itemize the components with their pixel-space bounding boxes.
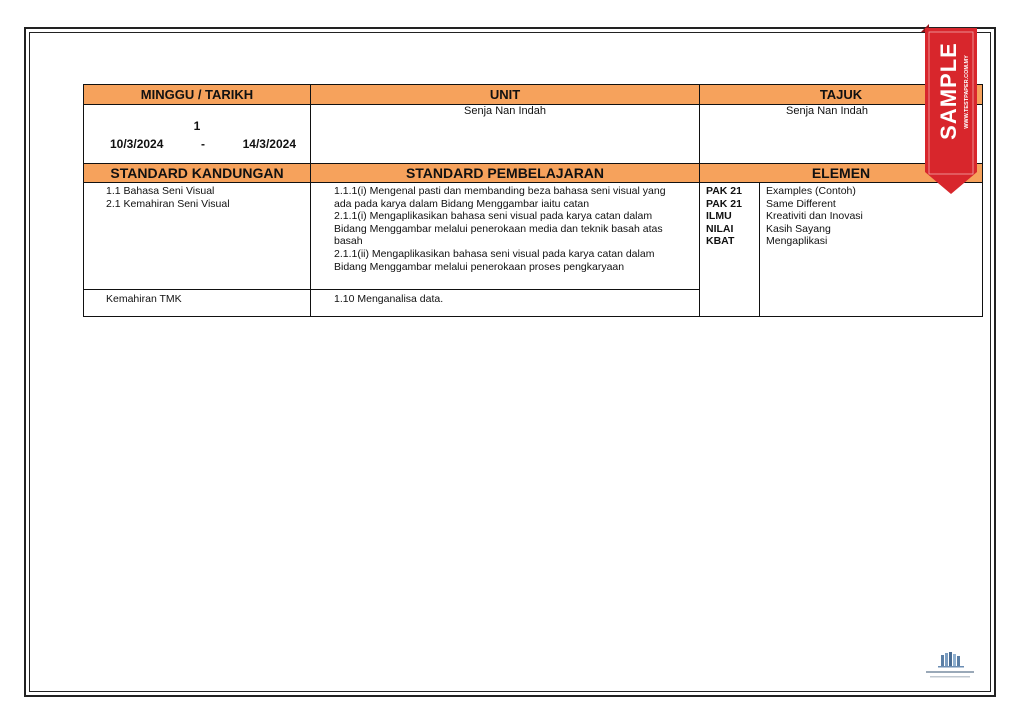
end-date: 14/3/2024	[242, 137, 296, 151]
week-number: 1	[193, 119, 201, 133]
sk-item: 1.1 Bahasa Seni Visual	[106, 185, 215, 197]
elemen-desc-cell	[760, 183, 983, 317]
elemen-code: NILAI	[706, 222, 734, 235]
elemen-code: KBAT	[706, 235, 735, 248]
header-unit: UNIT	[311, 85, 700, 105]
elemen-codes-cell	[700, 183, 760, 317]
elemen-desc: Examples (Contoh)	[766, 185, 856, 197]
standards-row	[84, 183, 983, 290]
elemen-desc: Kreativiti dan Inovasi	[766, 210, 863, 223]
header-standard-pembelajaran: STANDARD PEMBELAJARAN	[311, 164, 700, 183]
standard-kandungan-cell	[84, 183, 311, 290]
tmk-kandungan-cell	[84, 290, 311, 317]
tmk-kandungan: Kemahiran TMK	[106, 293, 182, 305]
unit-value: Senja Nan Indah	[311, 105, 700, 164]
publisher-logo-icon	[920, 650, 980, 682]
sp-item: 2.1.1(i) Mengaplikasikan bahasa seni visual pada karya catan dalam Bidang Menggambar melalui penerokaan media dan teknik basah atas basah	[334, 210, 663, 248]
date-separator: -	[201, 137, 205, 151]
sk-item: 2.1 Kemahiran Seni Visual	[106, 197, 230, 210]
elemen-desc: Same Different	[766, 197, 836, 210]
header-standard-kandungan: STANDARD KANDUNGAN	[84, 164, 311, 183]
elemen-desc: Mengaplikasi	[766, 235, 828, 248]
tmk-pembelajaran: 1.10 Menganalisa data.	[334, 293, 444, 305]
tmk-pembelajaran-cell	[311, 290, 700, 317]
sample-ribbon-text	[925, 30, 979, 158]
info-row	[84, 105, 983, 164]
elemen-code: PAK 21	[706, 197, 742, 210]
header-elemen: ELEMEN	[700, 164, 983, 183]
sp-item: 2.1.1(ii) Mengaplikasikan bahasa seni visual pada karya catan dalam Bidang Menggambar melalui penerokaan proses pengkaryaan	[334, 247, 655, 273]
sample-site: WWW.TESTPAPER.COM.MY	[964, 55, 970, 129]
elemen-code: ILMU	[706, 210, 732, 223]
week-dates	[110, 137, 296, 151]
header-row-2	[84, 164, 983, 183]
tajuk-text: Senja Nan Indah	[786, 105, 868, 117]
lesson-plan-table	[83, 84, 983, 317]
elemen-code: PAK 21	[706, 185, 742, 197]
header-row-1	[84, 85, 983, 105]
sp-item: 1.1.1(i) Mengenal pasti dan membanding beza bahasa seni visual yang ada pada karya dalam Bidang Menggambar iaitu catan	[334, 185, 666, 210]
start-date: 10/3/2024	[110, 137, 164, 151]
standard-pembelajaran-cell	[311, 183, 700, 290]
elemen-desc: Kasih Sayang	[766, 222, 831, 235]
sample-label: SAMPLE	[936, 42, 961, 140]
header-minggu: MINGGU / TARIKH	[84, 85, 311, 105]
header-tajuk: TAJUK	[700, 85, 983, 105]
week-cell	[84, 105, 311, 164]
